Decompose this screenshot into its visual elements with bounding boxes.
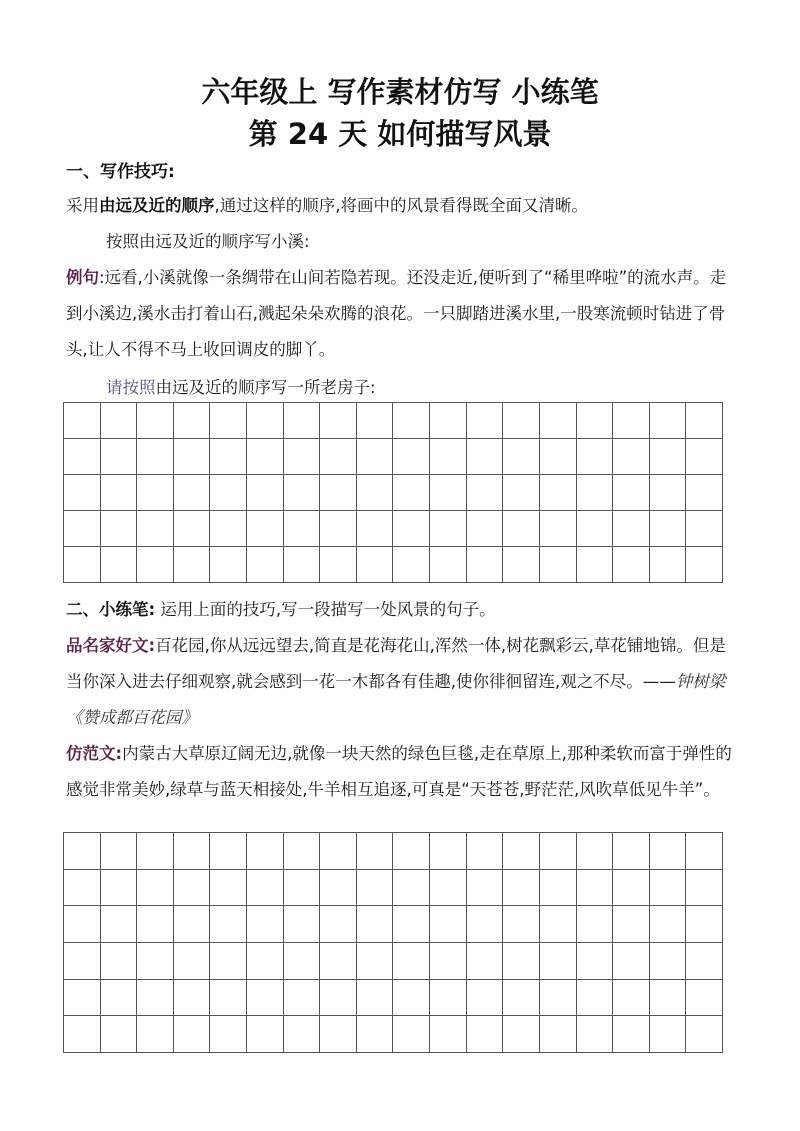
- grid-cell[interactable]: [577, 511, 614, 547]
- grid-cell[interactable]: [320, 906, 357, 943]
- grid-cell[interactable]: [686, 833, 723, 870]
- grid-cell[interactable]: [540, 511, 577, 547]
- grid-cell[interactable]: [101, 475, 138, 511]
- stream-instruction: 按照由远及近的顺序写小溪:: [106, 232, 310, 251]
- grid-cell[interactable]: [393, 943, 430, 980]
- grid-cell[interactable]: [430, 547, 467, 583]
- grid-cell[interactable]: [357, 870, 394, 907]
- grid-cell[interactable]: [467, 870, 504, 907]
- intro-suffix: ,通过这样的顺序,将画中的风景看得既全面又清晰。: [214, 196, 588, 215]
- grid-cell[interactable]: [174, 547, 211, 583]
- grid-cell[interactable]: [210, 439, 247, 475]
- grid-cell[interactable]: [503, 403, 540, 439]
- grid-cell[interactable]: [540, 403, 577, 439]
- famous-text: 百花园,你从远远望去,简直是花海花山,浑然一体,树花飘彩云,草花铺地锦。但是当你深入进去仔细观察,就会感到一花一木都各有佳趣,使你徘徊留连,观之不尽。——: [66, 636, 726, 691]
- grid-cell[interactable]: [174, 403, 211, 439]
- intro-bold: 由远及近的顺序: [99, 196, 215, 215]
- grid-cell[interactable]: [467, 943, 504, 980]
- grid-cell[interactable]: [284, 943, 321, 980]
- grid-cell[interactable]: [174, 870, 211, 907]
- grid-cell[interactable]: [577, 906, 614, 943]
- grid-cell[interactable]: [101, 943, 138, 980]
- grid-cell[interactable]: [503, 833, 540, 870]
- grid-cell[interactable]: [320, 943, 357, 980]
- grid-cell[interactable]: [210, 943, 247, 980]
- grid-cell[interactable]: [393, 870, 430, 907]
- grid-cell[interactable]: [247, 870, 284, 907]
- writing-grid-2[interactable]: [63, 832, 723, 1053]
- example-text: :远看,小溪就像一条绸带在山间若隐若现。还没走近,便听到了“稀里哗啦”的流水声。走到小溪边,溪水击打着山石,溅起朵朵欢腾的浪花。一只脚踏进溪水里,一股寒流顿时钻进了骨头,让人不得不马上收回调皮的脚丫。: [66, 268, 727, 359]
- grid-cell[interactable]: [137, 403, 174, 439]
- grid-cell[interactable]: [467, 547, 504, 583]
- grid-cell[interactable]: [467, 906, 504, 943]
- grid-cell[interactable]: [467, 833, 504, 870]
- grid-cell[interactable]: [64, 906, 101, 943]
- grid-cell[interactable]: [393, 475, 430, 511]
- grid-cell[interactable]: [393, 833, 430, 870]
- grid-cell[interactable]: [137, 547, 174, 583]
- page-title: 六年级上 写作素材仿写 小练笔: [201, 75, 599, 109]
- grid-cell[interactable]: [357, 1016, 394, 1053]
- grid-cell[interactable]: [613, 403, 650, 439]
- grid-cell[interactable]: [210, 906, 247, 943]
- grid-cell[interactable]: [650, 906, 687, 943]
- grid-cell[interactable]: [284, 870, 321, 907]
- grid-cell[interactable]: [503, 547, 540, 583]
- grid-cell[interactable]: [247, 511, 284, 547]
- task-prefix: 请按照: [106, 378, 156, 397]
- grid-cell[interactable]: [577, 403, 614, 439]
- grid-cell[interactable]: [64, 980, 101, 1017]
- grid-cell[interactable]: [686, 439, 723, 475]
- section2-heading: 二、小练笔:: [66, 600, 156, 619]
- grid-cell[interactable]: [284, 511, 321, 547]
- grid-cell[interactable]: [284, 1016, 321, 1053]
- grid-cell[interactable]: [137, 870, 174, 907]
- section1-heading: 一、写作技巧:: [66, 162, 175, 182]
- grid-cell[interactable]: [467, 1016, 504, 1053]
- grid-cell[interactable]: [503, 511, 540, 547]
- grid-cell[interactable]: [101, 547, 138, 583]
- grid-cell[interactable]: [137, 943, 174, 980]
- grid-cell[interactable]: [503, 943, 540, 980]
- grid-cell[interactable]: [357, 980, 394, 1017]
- grid-cell[interactable]: [613, 547, 650, 583]
- grid-cell[interactable]: [101, 511, 138, 547]
- grid-cell[interactable]: [210, 870, 247, 907]
- grid-cell[interactable]: [430, 943, 467, 980]
- grid-cell[interactable]: [686, 1016, 723, 1053]
- grid-cell[interactable]: [540, 439, 577, 475]
- grid-cell[interactable]: [210, 833, 247, 870]
- grid-cell[interactable]: [247, 833, 284, 870]
- famous-paragraph: [66, 628, 734, 736]
- grid-cell[interactable]: [503, 870, 540, 907]
- grid-cell[interactable]: [64, 870, 101, 907]
- grid-cell[interactable]: [430, 439, 467, 475]
- grid-cell[interactable]: [577, 1016, 614, 1053]
- grid-cell[interactable]: [284, 439, 321, 475]
- grid-cell[interactable]: [650, 511, 687, 547]
- grid-cell[interactable]: [64, 1016, 101, 1053]
- grid-cell[interactable]: [686, 403, 723, 439]
- grid-cell[interactable]: [540, 833, 577, 870]
- grid-cell[interactable]: [467, 439, 504, 475]
- grid-cell[interactable]: [613, 906, 650, 943]
- grid-cell[interactable]: [577, 870, 614, 907]
- grid-cell[interactable]: [101, 439, 138, 475]
- grid-cell[interactable]: [101, 833, 138, 870]
- grid-cell[interactable]: [686, 475, 723, 511]
- grid-cell[interactable]: [393, 403, 430, 439]
- grid-cell[interactable]: [650, 439, 687, 475]
- famous-source: 钟树梁《赞成都百花园》: [66, 672, 726, 727]
- grid-cell[interactable]: [137, 1016, 174, 1053]
- grid-cell[interactable]: [320, 1016, 357, 1053]
- grid-cell[interactable]: [284, 906, 321, 943]
- grid-cell[interactable]: [247, 906, 284, 943]
- grid-cell[interactable]: [320, 475, 357, 511]
- grid-cell[interactable]: [613, 1016, 650, 1053]
- grid-cell[interactable]: [613, 833, 650, 870]
- grid-cell[interactable]: [320, 870, 357, 907]
- grid-cell[interactable]: [503, 980, 540, 1017]
- grid-cell[interactable]: [430, 511, 467, 547]
- grid-cell[interactable]: [247, 547, 284, 583]
- grid-cell[interactable]: [64, 475, 101, 511]
- grid-cell[interactable]: [613, 943, 650, 980]
- grid-cell[interactable]: [137, 833, 174, 870]
- grid-cell[interactable]: [210, 547, 247, 583]
- grid-cell[interactable]: [210, 475, 247, 511]
- grid-cell[interactable]: [174, 943, 211, 980]
- grid-cell[interactable]: [284, 980, 321, 1017]
- example-label: 例句: [66, 268, 99, 287]
- grid-cell[interactable]: [284, 833, 321, 870]
- grid-cell[interactable]: [357, 906, 394, 943]
- grid-cell[interactable]: [613, 439, 650, 475]
- grid-cell[interactable]: [357, 833, 394, 870]
- grid-cell[interactable]: [650, 547, 687, 583]
- grid-cell[interactable]: [174, 511, 211, 547]
- grid-cell[interactable]: [430, 980, 467, 1017]
- grid-cell[interactable]: [137, 980, 174, 1017]
- grid-cell[interactable]: [320, 833, 357, 870]
- grid-cell[interactable]: [503, 439, 540, 475]
- grid-cell[interactable]: [430, 1016, 467, 1053]
- grid-cell[interactable]: [650, 870, 687, 907]
- grid-cell[interactable]: [393, 439, 430, 475]
- grid-cell[interactable]: [64, 403, 101, 439]
- grid-cell[interactable]: [540, 980, 577, 1017]
- grid-cell[interactable]: [577, 547, 614, 583]
- grid-cell[interactable]: [540, 1016, 577, 1053]
- grid-cell[interactable]: [503, 1016, 540, 1053]
- grid-cell[interactable]: [174, 439, 211, 475]
- grid-cell[interactable]: [284, 547, 321, 583]
- grid-cell[interactable]: [64, 439, 101, 475]
- grid-cell[interactable]: [613, 475, 650, 511]
- grid-cell[interactable]: [467, 511, 504, 547]
- model-text: 内蒙古大草原辽阔无边,就像一块天然的绿色巨毯,走在草原上,那种柔软而富于弹性的感觉非常美妙,绿草与蓝天相接处,牛羊相互追逐,可真是“天苍苍,野茫茫,风吹草低见牛羊”。: [66, 744, 732, 799]
- section2-heading-rest: 运用上面的技巧,写一段描写一处风景的句子。: [160, 600, 496, 619]
- grid-cell[interactable]: [613, 980, 650, 1017]
- grid-cell[interactable]: [247, 439, 284, 475]
- grid-cell[interactable]: [64, 943, 101, 980]
- grid-cell[interactable]: [137, 439, 174, 475]
- grid-cell[interactable]: [174, 833, 211, 870]
- grid-cell[interactable]: [540, 475, 577, 511]
- grid-cell[interactable]: [357, 439, 394, 475]
- grid-cell[interactable]: [430, 475, 467, 511]
- grid-cell[interactable]: [650, 833, 687, 870]
- grid-cell[interactable]: [357, 403, 394, 439]
- grid-cell[interactable]: [210, 511, 247, 547]
- famous-label: 品名家好文:: [66, 636, 156, 655]
- task-rest: 由远及近的顺序写一所老房子:: [155, 378, 376, 397]
- grid-cell[interactable]: [284, 403, 321, 439]
- grid-cell[interactable]: [540, 547, 577, 583]
- grid-cell[interactable]: [284, 475, 321, 511]
- grid-cell[interactable]: [247, 475, 284, 511]
- grid-cell[interactable]: [577, 943, 614, 980]
- grid-cell[interactable]: [686, 906, 723, 943]
- grid-cell[interactable]: [320, 511, 357, 547]
- model-label: 仿范文:: [66, 744, 123, 763]
- grid-cell[interactable]: [247, 1016, 284, 1053]
- grid-cell[interactable]: [650, 475, 687, 511]
- grid-cell[interactable]: [430, 870, 467, 907]
- grid-cell[interactable]: [137, 906, 174, 943]
- grid-cell[interactable]: [393, 980, 430, 1017]
- grid-cell[interactable]: [686, 511, 723, 547]
- grid-cell[interactable]: [101, 980, 138, 1017]
- grid-cell[interactable]: [357, 511, 394, 547]
- grid-cell[interactable]: [613, 511, 650, 547]
- grid-cell[interactable]: [320, 980, 357, 1017]
- grid-cell[interactable]: [320, 403, 357, 439]
- grid-cell[interactable]: [247, 403, 284, 439]
- grid-cell[interactable]: [650, 1016, 687, 1053]
- grid-cell[interactable]: [686, 547, 723, 583]
- grid-cell[interactable]: [686, 980, 723, 1017]
- grid-cell[interactable]: [393, 511, 430, 547]
- intro-prefix: 采用: [66, 196, 99, 215]
- section2-heading-line: [66, 592, 734, 628]
- grid-cell[interactable]: [247, 980, 284, 1017]
- grid-cell[interactable]: [320, 547, 357, 583]
- grid-cell[interactable]: [174, 906, 211, 943]
- grid-cell[interactable]: [357, 475, 394, 511]
- grid-cell[interactable]: [650, 943, 687, 980]
- grid-cell[interactable]: [174, 980, 211, 1017]
- model-paragraph: [66, 736, 734, 808]
- grid-cell[interactable]: [650, 980, 687, 1017]
- grid-cell[interactable]: [174, 1016, 211, 1053]
- grid-cell[interactable]: [320, 439, 357, 475]
- grid-cell[interactable]: [393, 1016, 430, 1053]
- grid-cell[interactable]: [357, 547, 394, 583]
- grid-cell[interactable]: [540, 943, 577, 980]
- grid-cell[interactable]: [393, 547, 430, 583]
- grid-cell[interactable]: [467, 403, 504, 439]
- grid-cell[interactable]: [540, 906, 577, 943]
- grid-cell[interactable]: [503, 475, 540, 511]
- grid-cell[interactable]: [430, 906, 467, 943]
- grid-cell[interactable]: [393, 906, 430, 943]
- grid-cell[interactable]: [64, 511, 101, 547]
- grid-cell[interactable]: [650, 403, 687, 439]
- grid-cell[interactable]: [540, 870, 577, 907]
- grid-cell[interactable]: [64, 833, 101, 870]
- grid-cell[interactable]: [101, 906, 138, 943]
- grid-cell[interactable]: [101, 1016, 138, 1053]
- page-subtitle: 第 24 天 如何描写风景: [248, 117, 552, 151]
- grid-cell[interactable]: [101, 870, 138, 907]
- technique-intro: [66, 188, 734, 224]
- grid-cell[interactable]: [577, 980, 614, 1017]
- grid-cell[interactable]: [577, 833, 614, 870]
- grid-cell[interactable]: [686, 943, 723, 980]
- grid-cell[interactable]: [577, 439, 614, 475]
- grid-cell[interactable]: [210, 403, 247, 439]
- grid-cell[interactable]: [467, 980, 504, 1017]
- grid-cell[interactable]: [64, 547, 101, 583]
- example-paragraph: [66, 260, 734, 368]
- grid-cell[interactable]: [430, 833, 467, 870]
- grid-cell[interactable]: [247, 943, 284, 980]
- grid-cell[interactable]: [686, 870, 723, 907]
- grid-cell[interactable]: [101, 403, 138, 439]
- grid-cell[interactable]: [137, 511, 174, 547]
- writing-grid-1[interactable]: [63, 402, 723, 583]
- grid-cell[interactable]: [467, 475, 504, 511]
- grid-cell[interactable]: [613, 870, 650, 907]
- grid-cell[interactable]: [174, 475, 211, 511]
- house-task: [106, 376, 376, 400]
- grid-cell[interactable]: [137, 475, 174, 511]
- grid-cell[interactable]: [503, 906, 540, 943]
- grid-cell[interactable]: [210, 980, 247, 1017]
- grid-cell[interactable]: [577, 475, 614, 511]
- grid-cell[interactable]: [430, 403, 467, 439]
- grid-cell[interactable]: [357, 943, 394, 980]
- grid-cell[interactable]: [210, 1016, 247, 1053]
